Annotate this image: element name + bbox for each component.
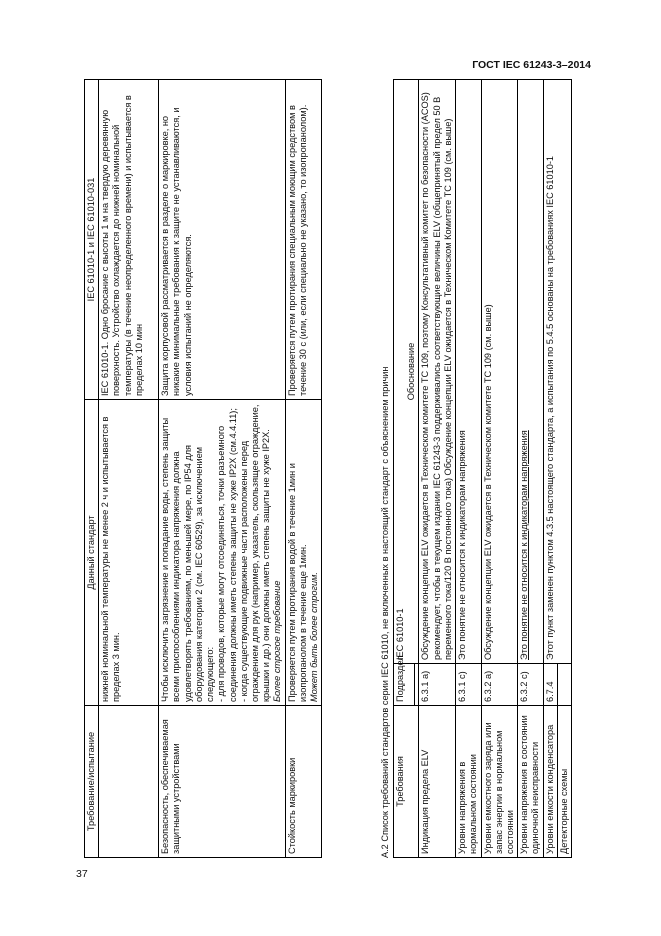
cell-subsection: 6.3.1 a) xyxy=(419,664,456,706)
header-justification xyxy=(394,80,419,664)
table-row xyxy=(456,80,481,858)
cell-requirement: Стойкость маркировки xyxy=(285,706,322,858)
cell-iec61010: Проверяется путем протирания специальным моющим средством в течение 30 с (или, если специально не указано, то изопропанолом). xyxy=(285,80,322,400)
cell-subsection: 6.7.4 xyxy=(543,664,557,706)
page-number: 37 xyxy=(76,868,88,880)
cell-iec61010: IEC 61010-1. Одно бросание с высоты 1 м на твердую деревянную поверхность. Устройство охлаждается до нижней номинальной температуры (в течение неопределенного времени) и испытывается в пределах 10 мин xyxy=(99,80,159,400)
cell-requirement xyxy=(99,706,159,858)
header-requirement: Требование/испытание xyxy=(85,706,99,858)
cell-justification: Это понятие не относится к индикаторам напряжения xyxy=(518,80,543,664)
cell-requirement: Индикация предела ELV xyxy=(419,706,456,858)
table-row xyxy=(543,80,557,858)
cell-justification: Этот пункт заменен пунктом 4.3.5 настоящего стандарта, а испытания по 5.4.5 основаны на требованиях IEC 61010-1 xyxy=(543,80,571,664)
table-header-row xyxy=(394,80,415,858)
cell-this-standard xyxy=(285,400,322,706)
header-standard: IEC 61010-1 xyxy=(395,608,405,660)
paragraph: - для проводов, которые могут отсоединяться, точки разъемного соединения должны иметь степень защиты не хуже IP2X (см.4.4.11); xyxy=(216,408,238,702)
cell-justification: Обсуждение концепции ELV ожидается в Техническом комитете ТС 109, поэтому Консультативный комитет по безопасности (ACOS) рекомендует, чтобы в текущем издании IEC 61243-3 поддерживались соответствующие величины ELV (общепринятый предел 50 В переменного тока/120 В постоянного тока) Обсуждение концепции ELV ожидается в Техническом Комитете ТС 109 (см. выше) xyxy=(419,80,456,664)
comparison-table xyxy=(84,79,322,858)
header-iec61010: IEC 61010-1 и IEC 61010-031 xyxy=(85,80,99,400)
header-subsection: Подраздел xyxy=(394,664,415,706)
paragraph: Проверяется путем протирания водой в течение 1мин и изопропанолом в течение еще 1мин. xyxy=(286,463,308,702)
table-caption: А.2 Список требований стандартов серии IEC 61010, не включенных в настоящий стандарт с объяснением причин xyxy=(380,366,390,858)
table-row xyxy=(481,80,518,858)
cell-justification: Обсуждение концепции ELV ожидается в Техническом комитете ТС 109 (см. выше) xyxy=(481,80,518,664)
paragraph: Чтобы исключить загрязнение и попадание воды, степень защиты всеми приспособлениями индикатора напряжения должна удовлетворять требованиям, по меньшей мере, по IP54 для оборудования категории 2 (см. IEC 60529), за исключением следующего: xyxy=(160,417,216,702)
cell-requirement: Уровни емкости конденсатора xyxy=(543,706,557,858)
cell-requirement: Уровни емкостного заряда или запас энергии в нормальном состоянии xyxy=(481,706,518,858)
table-row xyxy=(518,80,543,858)
cell-justification: Это понятие не относится к индикаторам напряжения xyxy=(456,80,481,664)
table-header-row xyxy=(85,80,99,858)
cell-subsection: 6.3.2 c) xyxy=(518,664,543,706)
cell-iec61010: Защита корпусовой рассматривается в разделе о маркировке, но никакие минимальные требования к защите не устанавливаются, и условия испытаний не определяются. xyxy=(159,80,285,400)
note-text: Может быть более строгим. xyxy=(309,572,320,702)
table-row xyxy=(419,80,456,858)
cell-requirement: Уровни напряжения в нормальном состоянии xyxy=(456,706,481,858)
table-row xyxy=(159,80,285,858)
header-this-standard: Данный стандарт xyxy=(85,400,99,706)
cell-requirement: Уровни напряжения в состоянии одиночной неисправности xyxy=(518,706,543,858)
cell-requirement: Безопасность, обеспечиваемая защитными устройствами xyxy=(159,706,285,858)
rotated-content xyxy=(84,80,594,858)
cell-this-standard: нижней номинальной температуры не менее 2 ч и испытывается в пределах 3 мин. xyxy=(99,400,159,706)
table-row xyxy=(99,80,159,858)
document-header: ГОСТ IEC 61243-3–2014 xyxy=(472,59,591,71)
excluded-requirements-table xyxy=(393,79,572,858)
cell-subsection: 6.3.2 a) xyxy=(481,664,518,706)
header-justification-label: Обоснование xyxy=(406,342,417,401)
cell-requirement: Детекторные схемы xyxy=(557,706,571,858)
cell-this-standard xyxy=(159,400,285,706)
cell-subsection xyxy=(557,664,571,706)
header-requirements: Требования xyxy=(394,706,419,858)
paragraph: - когда существующие подвижные части расположены перед ограждением для рук (например, указатель, скользящее ограждение, крышки и др.) они должны иметь степень защиты не хуже IP2X. xyxy=(238,404,272,702)
table-row xyxy=(285,80,322,858)
cell-subsection: 6.3.1 c) xyxy=(456,664,481,706)
note-text: Более строгое требование xyxy=(272,580,283,702)
